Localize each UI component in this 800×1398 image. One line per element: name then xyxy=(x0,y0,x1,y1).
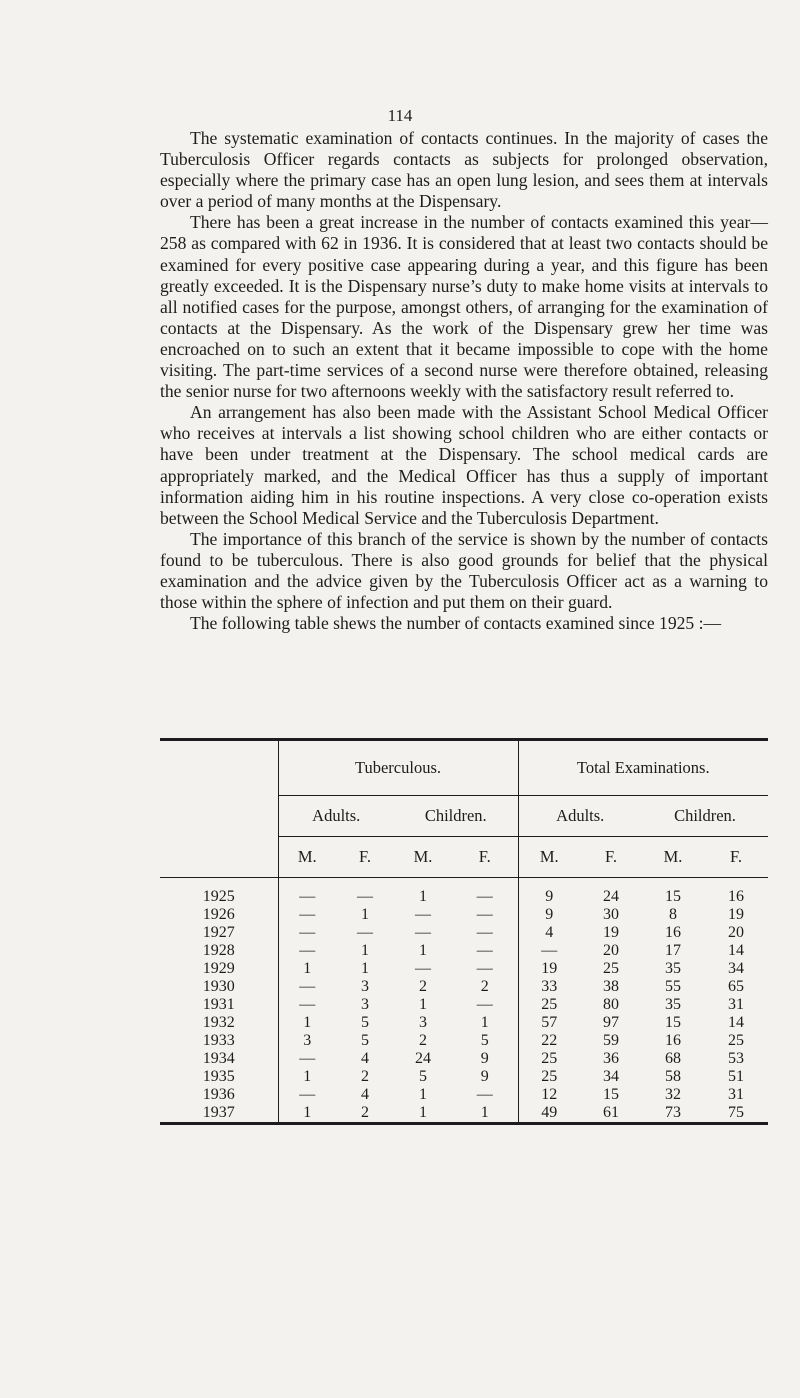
value-cell: 16 xyxy=(704,878,768,907)
value-cell: — xyxy=(299,906,316,923)
value-cell: — xyxy=(299,978,316,995)
value-cell: 1 xyxy=(278,1104,336,1124)
value-cell: 68 xyxy=(665,1050,681,1067)
table-row xyxy=(160,906,768,924)
value-cell: 1 xyxy=(452,1014,518,1032)
header-tub-children: Children. xyxy=(394,796,518,837)
sex-header: M. xyxy=(394,837,452,878)
value-cell: 2 xyxy=(419,1032,427,1049)
value-cell: 5 xyxy=(361,1032,369,1049)
table-row xyxy=(160,1032,768,1050)
value-cell: — xyxy=(357,924,373,941)
value-cell: — xyxy=(299,996,316,1013)
table-row xyxy=(160,1086,768,1104)
value-cell: 20 xyxy=(603,942,619,959)
year-cell: 1932 xyxy=(160,1014,278,1032)
value-cell: 9 xyxy=(518,878,580,907)
value-cell: 61 xyxy=(580,1104,642,1124)
value-cell: 38 xyxy=(603,978,619,995)
header-total-children: Children. xyxy=(642,796,768,837)
table-row xyxy=(160,878,768,907)
value-cell: 22 xyxy=(541,1032,558,1049)
body-text xyxy=(160,128,768,634)
value-cell: 2 xyxy=(361,1068,369,1085)
value-cell: 4 xyxy=(361,1050,369,1067)
year-cell: 1926 xyxy=(160,906,278,924)
sex-header: F. xyxy=(704,837,768,878)
year-cell: 1930 xyxy=(160,978,278,996)
value-cell: 51 xyxy=(728,1068,744,1085)
value-cell: 1 xyxy=(452,1104,518,1124)
value-cell: 2 xyxy=(336,1104,394,1124)
value-cell: 80 xyxy=(603,996,619,1013)
value-cell: 25 xyxy=(541,996,558,1013)
table-row xyxy=(160,978,768,996)
sex-header: F. xyxy=(580,837,642,878)
value-cell: 14 xyxy=(728,942,744,959)
value-cell: 19 xyxy=(603,924,619,941)
value-cell: 1 xyxy=(361,960,369,977)
sex-header: F. xyxy=(452,837,518,878)
table-row xyxy=(160,1014,768,1032)
paragraph-2: There has been a great increase in the number of contacts examined this year—258 as compared with 62 in 1936. It is considered that at least two contacts should be examined for every positive case appearing during a year, and this figure has been greatly exceeded. It is the Dispensary nurse’s duty to make home visits at intervals to all notified cases for the purpose, amongst others, of arranging for the examination of contacts at the Dispensary. As the work of the Dispensary grew her time was encroached on to such an extent that it became impossible to cope with the home visiting. The part-time services of a second nurse were therefore obtained, releasing the senior nurse for two afternoons weekly with the satisfactory result referred to. xyxy=(160,212,768,402)
value-cell: 30 xyxy=(603,906,619,923)
year-cell: 1931 xyxy=(160,996,278,1014)
value-cell: 4 xyxy=(545,924,554,941)
value-cell: 9 xyxy=(452,1068,518,1086)
value-cell: 19 xyxy=(728,906,744,923)
value-cell: 1 xyxy=(394,1104,452,1124)
value-cell: 1 xyxy=(394,878,452,907)
paragraph-1: The systematic examination of contacts continues. In the majority of cases the Tuberculosis Officer regards contacts as subjects for prolonged observation, especially where the primary case has an open lung lesion, and sees them at intervals over a period of many months at the Dispensary. xyxy=(160,128,768,212)
value-cell: 8 xyxy=(669,906,677,923)
table-row xyxy=(160,1068,768,1086)
value-cell: 3 xyxy=(419,1014,427,1031)
value-cell: 14 xyxy=(728,1014,744,1031)
year-cell: 1935 xyxy=(160,1068,278,1086)
value-cell: 32 xyxy=(665,1086,681,1103)
value-cell: 15 xyxy=(642,878,704,907)
value-cell: 9 xyxy=(545,906,554,923)
value-cell: — xyxy=(452,878,518,907)
value-cell: — xyxy=(452,906,518,924)
value-cell: — xyxy=(299,924,316,941)
header-total-examinations: Total Examinations. xyxy=(576,758,710,777)
value-cell: 53 xyxy=(728,1050,744,1067)
value-cell: 17 xyxy=(665,942,681,959)
year-cell: 1936 xyxy=(160,1086,278,1104)
value-cell: 1 xyxy=(419,996,427,1013)
value-cell: — xyxy=(541,942,558,959)
table-row xyxy=(160,1050,768,1068)
paragraph-3: An arrangement has also been made with the Assistant School Medical Officer who receives at intervals a list showing school children who are either contacts or have been under treatment at the Dispensary. The school medical cards are appropriately marked, and the Medical Officer has thus a supply of important information aiding him in his routine inspections. A very close co-operation exists between the School Medical Service and the Tuberculosis Department. xyxy=(160,402,768,528)
value-cell: 1 xyxy=(361,906,369,923)
value-cell: 20 xyxy=(728,924,744,941)
value-cell: 58 xyxy=(665,1068,681,1085)
value-cell: 5 xyxy=(419,1068,427,1085)
value-cell: 4 xyxy=(361,1086,369,1103)
page-number: 114 xyxy=(387,106,413,125)
value-cell: — xyxy=(299,1086,316,1103)
value-cell: 5 xyxy=(452,1032,518,1050)
contacts-table xyxy=(160,738,768,1125)
table-row xyxy=(160,960,768,978)
value-cell: 1 xyxy=(419,942,427,959)
value-cell: 1 xyxy=(303,1014,312,1031)
value-cell: 16 xyxy=(665,924,681,941)
value-cell: 25 xyxy=(728,1032,744,1049)
sex-header: M. xyxy=(278,837,336,878)
year-cell: 1934 xyxy=(160,1050,278,1068)
value-cell: 49 xyxy=(518,1104,580,1124)
value-cell: 25 xyxy=(541,1050,558,1067)
value-cell: 1 xyxy=(303,960,312,977)
value-cell: — xyxy=(415,906,431,923)
value-cell: — xyxy=(452,942,518,960)
year-cell: 1929 xyxy=(160,960,278,978)
year-cell: 1925 xyxy=(160,878,278,907)
value-cell: 59 xyxy=(603,1032,619,1049)
value-cell: 1 xyxy=(303,1068,312,1085)
value-cell: — xyxy=(452,1086,518,1104)
year-header-cell xyxy=(160,741,278,878)
value-cell: 2 xyxy=(419,978,427,995)
year-cell: 1933 xyxy=(160,1032,278,1050)
value-cell: 34 xyxy=(728,960,744,977)
value-cell: 19 xyxy=(541,960,558,977)
value-cell: 75 xyxy=(704,1104,768,1124)
value-cell: — xyxy=(452,960,518,978)
value-cell: 1 xyxy=(361,942,369,959)
year-cell: 1927 xyxy=(160,924,278,942)
table-row xyxy=(160,996,768,1014)
value-cell: 15 xyxy=(603,1086,619,1103)
value-cell: 15 xyxy=(665,1014,681,1031)
paragraph-4: The importance of this branch of the service is shown by the number of contacts found to be tuberculous. There is also good grounds for belief that the physical examination and the advice given by the Tuberculosis Officer act as a warning to those within the sphere of infection and put them on their guard. xyxy=(160,528,768,613)
value-cell: 2 xyxy=(452,978,518,996)
value-cell: 34 xyxy=(603,1068,619,1085)
value-cell: 55 xyxy=(665,978,681,995)
value-cell: 35 xyxy=(665,960,681,977)
value-cell: 33 xyxy=(541,978,558,995)
value-cell: 36 xyxy=(603,1050,619,1067)
value-cell: 25 xyxy=(603,960,619,977)
sex-header: F. xyxy=(336,837,394,878)
value-cell: — xyxy=(299,942,316,959)
value-cell: 1 xyxy=(419,1086,427,1103)
value-cell: — xyxy=(415,924,431,941)
value-cell: 73 xyxy=(642,1104,704,1124)
value-cell: 57 xyxy=(541,1014,558,1031)
header-total-adults: Adults. xyxy=(518,796,642,837)
value-cell: 9 xyxy=(452,1050,518,1068)
value-cell: 5 xyxy=(361,1014,369,1031)
table-row xyxy=(160,942,768,960)
value-cell: 31 xyxy=(728,1086,744,1103)
value-cell: 24 xyxy=(580,878,642,907)
value-cell: 65 xyxy=(728,978,744,995)
value-cell: 16 xyxy=(665,1032,681,1049)
value-cell: — xyxy=(452,924,518,942)
value-cell: — xyxy=(452,996,518,1014)
header-tub-adults: Adults. xyxy=(278,796,394,837)
table-body xyxy=(160,878,768,1124)
value-cell: 35 xyxy=(665,996,681,1013)
value-cell: 12 xyxy=(541,1086,558,1103)
value-cell: — xyxy=(299,1050,316,1067)
header-tuberculous: Tuberculous. xyxy=(278,741,518,796)
value-cell: — xyxy=(336,878,394,907)
value-cell: 3 xyxy=(361,996,369,1013)
value-cell: 3 xyxy=(303,1032,312,1049)
sex-header: M. xyxy=(642,837,704,878)
value-cell: 3 xyxy=(361,978,369,995)
value-cell: 97 xyxy=(603,1014,619,1031)
sex-header: M. xyxy=(518,837,580,878)
value-cell: 31 xyxy=(728,996,744,1013)
value-cell: 25 xyxy=(541,1068,558,1085)
value-cell: — xyxy=(415,960,431,977)
table-row xyxy=(160,1104,768,1124)
year-cell: 1928 xyxy=(160,942,278,960)
year-cell: 1937 xyxy=(160,1104,278,1124)
value-cell: — xyxy=(278,878,336,907)
table-row xyxy=(160,924,768,942)
value-cell: 24 xyxy=(415,1050,431,1067)
paragraph-5: The following table shews the number of contacts examined since 1925 :— xyxy=(190,613,722,634)
